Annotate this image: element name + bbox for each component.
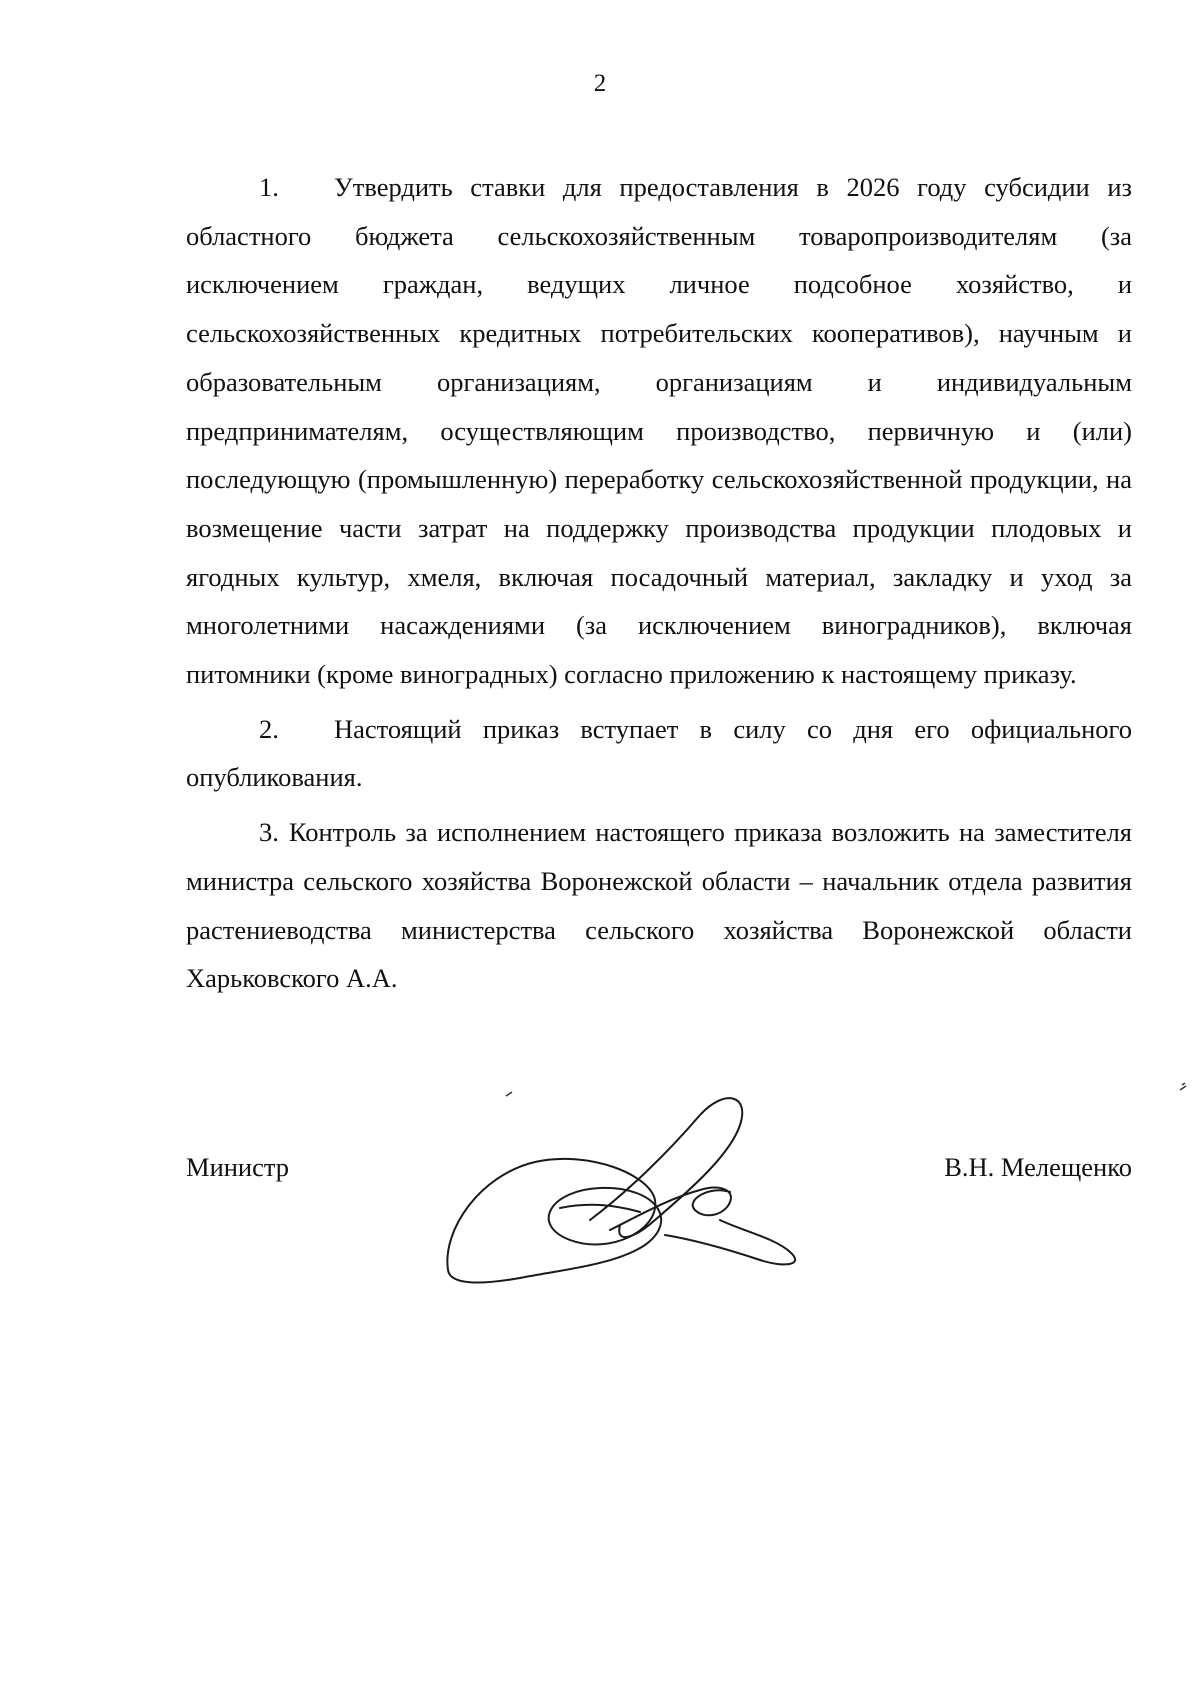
signatory-name: В.Н. Мелещенко	[944, 1152, 1132, 1182]
paragraph-3-text: Контроль за исполнением настоящего приказа возложить на заместителя министра сельского хозяйства Воронежской области – начальник отдела развития растениеводства министерства сельского хозяйства Воронежской области Харьковского А.А.	[186, 817, 1132, 994]
paragraph-3-number: 3.	[259, 817, 279, 848]
signatory-title: Министр	[186, 1152, 290, 1182]
paragraph-1-text: Утвердить ставки для предоставления в 2026 году субсидии из областного бюджета сельскохозяйственным товаропроизводителям (за исключением граждан, ведущих личное подсобное хозяйство, и сельскохозяйственных кредитных потребительских кооперативов), научным и образовательным организациям, организациям и индивидуальным предпринимателям, осуществляющим производство, первичную и (или) последующую (промышленную) переработку сельскохозяйственной продукции, на возмещение части затрат на поддержку производства продукции плодовых и ягодных культур, хмеля, включая посадочный материал, закладку и уход за многолетними насаждениями (за исключением виноградников), включая питомники (кроме виноградных) согласно приложению к настоящему приказу.	[186, 172, 1132, 690]
order-body	[186, 163, 1132, 1003]
paragraph-1-number: 1.	[259, 172, 279, 202]
scan-speck	[1178, 1082, 1188, 1092]
paragraph-2-text: Настоящий приказ вступает в силу со дня его официального опубликования.	[186, 713, 1132, 793]
paragraph-2	[186, 705, 1132, 802]
paragraph-3	[186, 808, 1132, 1003]
handwritten-signature	[440, 1080, 840, 1290]
paragraph-2-number: 2.	[259, 713, 279, 744]
page-number: 2	[593, 70, 607, 97]
paragraph-1	[186, 163, 1132, 699]
scan-speck	[505, 1091, 513, 1097]
